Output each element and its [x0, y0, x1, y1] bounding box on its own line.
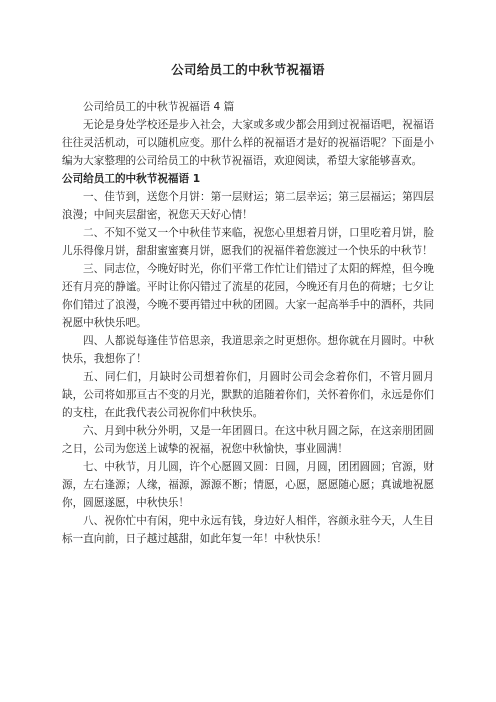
blessing-paragraph-3: 三、同志位，今晚好时光，你们平常工作忙让们错过了太阳的辉煌，但今晚还有月亮的静谧。平时让你闪错过了流星的花园，今晚还有月色的荷塘；七夕让你们错过了浪漫，今晚不要再错过中秋的团圆。大家一起高举手中的酒杯，共同祝愿中秋快乐吧。: [62, 263, 434, 329]
document-title: 公司给员工的中秋节祝福语: [171, 62, 325, 77]
blessing-paragraph-7: 七、中秋节，月儿圆，许个心愿圆又圆：日圆，月圆，团团圆圆；官源，财源，左右逢源；人缘，福源，源源不断；情愿，心愿，愿愿随心愿；真诚地祝愿你，圆愿遂愿，中秋快乐！: [62, 461, 434, 509]
blessing-paragraph-1: 一、佳节到，送您个月饼：第一层财运；第二层幸运；第三层福运；第四层浪漫；中间夹层甜密，祝您天天好心情！: [62, 191, 434, 221]
intro-paragraph: 无论是身处学校还是步入社会，大家或多或少都会用到过祝福语吧，祝福语往往灵活机动，可以随机应变。那什么样的祝福语才是好的祝福语呢？下面是小编为大家整理的公司给员工的中秋节祝福语，欢迎阅读，希望大家能够喜欢。: [62, 119, 434, 167]
blessing-paragraph-2: 二、不知不觉又一个中秋佳节来临，祝您心里想着月饼，口里吃着月饼，脸儿乐得像月饼，甜甜蜜蜜赛月饼，愿我们的祝福伴着您渡过一个快乐的中秋节！: [62, 227, 434, 257]
blessing-paragraph-4: 四、人都说每逢佳节倍思亲，我道思亲之时更想你。想你就在月圆时。中秋快乐，我想你了！: [62, 335, 434, 365]
blessing-paragraph-5: 五、同仁们，月缺时公司想着你们，月圆时公司会念着你们，不管月圆月缺，公司将如那亘古不变的月光，默默的追随着你们，关怀着你们，永远是你们的支柱，在此我代表公司祝你们中秋快乐。: [62, 371, 434, 419]
document-body: [62, 98, 434, 548]
section-heading: 公司给员工的中秋节祝福语 1: [62, 173, 201, 185]
blessing-paragraph-6: 六、月到中秋分外明，又是一年团圆日。在这中秋月圆之际，在这亲朋团圆之日，公司为您送上诚挚的祝福，祝您中秋愉快，事业圆满！: [62, 425, 434, 455]
blessing-paragraph-8: 八、祝你忙中有闲，兜中永远有钱，身边好人相伴，容颜永驻今天，人生目标一直向前，日子越过越甜，如此年复一年！中秋快乐！: [62, 515, 434, 545]
document-subtitle: 公司给员工的中秋节祝福语 4 篇: [83, 101, 235, 113]
